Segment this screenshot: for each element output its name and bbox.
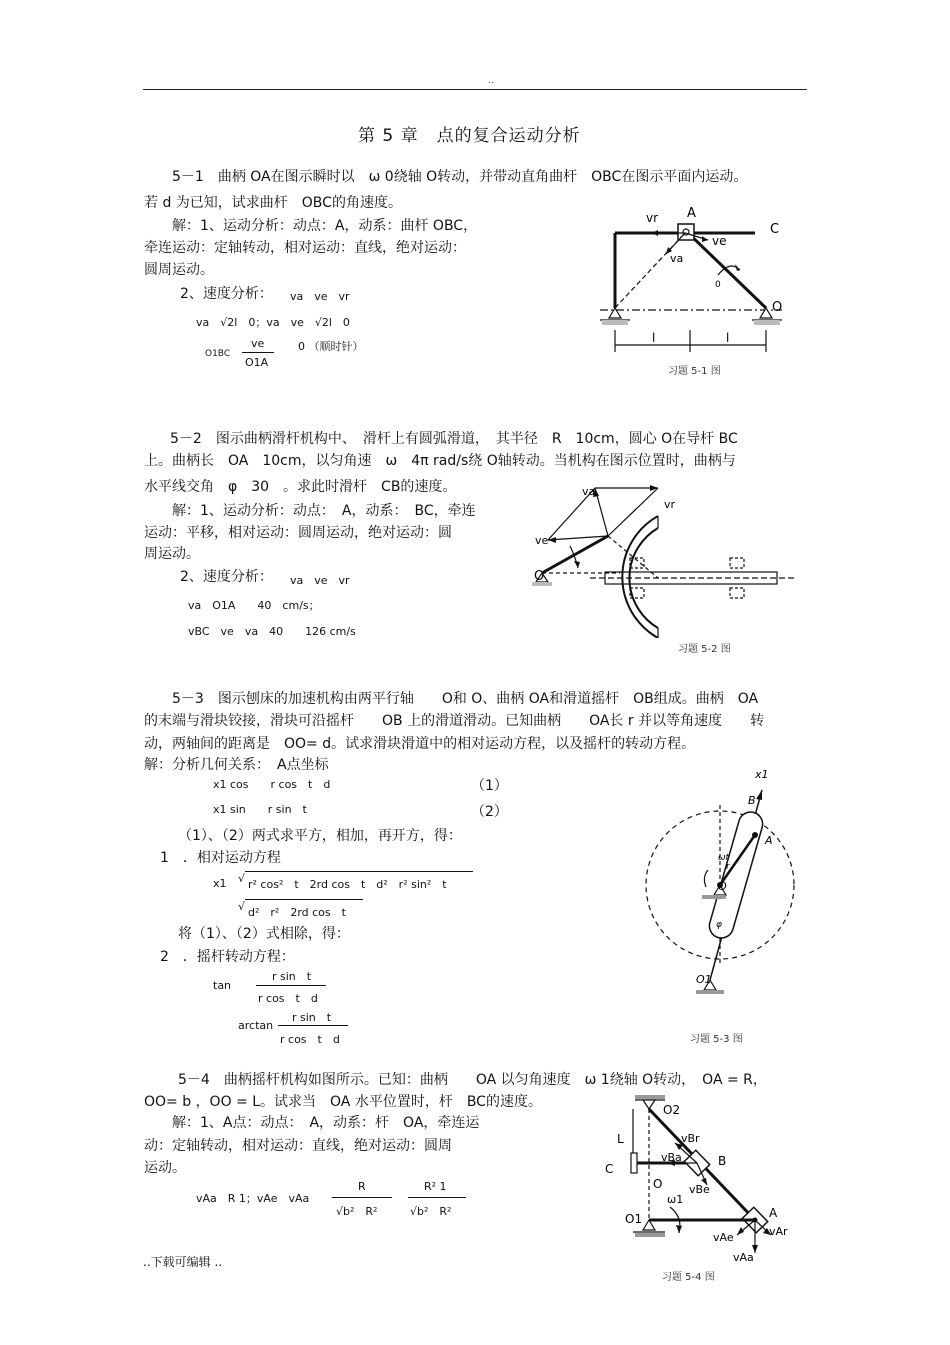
p4-eq-d1: √b² R² <box>336 1205 378 1218</box>
p2-fig-ve: ve <box>535 534 549 547</box>
figure-5-3 <box>610 765 802 1015</box>
p1-sol2: 牵连运动：定轴转动，相对运动：直线，绝对运动： <box>144 240 466 256</box>
p1-frac-bar <box>242 352 274 353</box>
p3-sol2: （1）、（2）两式求平方，相加，再开方，得： <box>178 828 462 844</box>
p2-eq2: va O1A 40 cm/s； <box>188 599 320 612</box>
p2-eq1: va ve vr <box>290 574 350 587</box>
p1-fig-O: O <box>772 300 783 315</box>
p4-fig-C: C <box>605 1162 614 1176</box>
p1-eq3-tail: 0 （顺时针） <box>298 340 364 353</box>
p3-eqb-no: （2） <box>471 804 508 820</box>
p2-sol1: 解：1、运动分析：动点： A，动系： BC，牵连 <box>172 503 476 519</box>
p1-fig-A: A <box>687 206 696 221</box>
p3-atan-num: r sin t <box>292 1011 332 1024</box>
p3-fig-O: O <box>718 880 727 893</box>
p2-line1: 5－2 图示曲柄滑杆机构中、 滑杆上有圆弧滑道， 其半径 R 10cm，圆心 O在导杆 BC <box>170 431 738 447</box>
p1-fig-va: va <box>670 252 684 265</box>
p3-fig-B: B <box>748 794 756 807</box>
p3-sol1: 解：分析几何关系： A点坐标 <box>144 757 329 773</box>
p3-sqrt2-sign: √ <box>238 900 246 913</box>
p4-fig-L: L <box>617 1132 624 1146</box>
p3-line2: 的末端与滑块铰接，滑块可沿摇杆 OB 上的滑道滑动。已知曲柄 OA长 r 并以等角速度 转 <box>144 713 765 729</box>
p1-eq3-sub: O1BC <box>205 349 231 359</box>
p4-fig-vAr: vAr <box>769 1225 788 1238</box>
p3-tan-num: r sin t <box>272 970 312 983</box>
p4-eq-a: vAa R 1；vAe vAa <box>196 1192 310 1205</box>
p4-sol2: 动：定轴转动，相对运动：直线，绝对运动：圆周 <box>144 1138 452 1154</box>
p3-item2: 2 ．摇杆转动方程： <box>160 949 295 965</box>
p2-fig-O: O <box>534 569 545 584</box>
p4-eq-d2: √b² R² <box>410 1205 452 1218</box>
header-dots: .. <box>488 75 495 86</box>
p4-fig-A: A <box>769 1206 778 1220</box>
p4-fig-O2: O2 <box>663 1103 681 1117</box>
p2-fig-va: va <box>582 485 596 498</box>
p3-fig-O1: O1 <box>696 973 712 986</box>
p4-sol1: 解：1、A点：动点： A，动系：杆 OA，牵连运 <box>172 1115 480 1131</box>
p2-sol4: 2、速度分析： <box>180 569 273 585</box>
p1-line1: 5－1 曲柄 OA在图示瞬时以 ω 0绕轴 O转动，并带动直角曲杆 OBC在图示平面内运动。 <box>172 169 748 185</box>
p3-caption: 习题 5-3 图 <box>690 1034 743 1045</box>
p3-arctan: arctan <box>238 1019 274 1032</box>
p2-eq3: vBC ve va 40 126 cm/s <box>188 625 356 638</box>
figure-5-4 <box>605 1095 800 1265</box>
p1-eq2: va √2l 0；va ve √2l 0 <box>196 316 350 329</box>
p2-sol2: 运动：平移，相对运动：圆周运动，绝对运动：圆 <box>144 525 452 541</box>
p3-eqc2: d² r² 2rd cos t <box>248 906 346 919</box>
p3-fig-A: A <box>765 834 773 847</box>
p3-atan-den: r cos t d <box>280 1033 340 1046</box>
p1-eq3-num: ve <box>251 337 265 350</box>
p1-caption: 习题 5-1 图 <box>668 366 721 377</box>
p3-fig-r: r <box>726 862 730 872</box>
p3-sqrt2 <box>245 899 363 900</box>
p1-fig-C: C <box>770 222 780 237</box>
p3-fig-x1: x1 <box>755 768 769 781</box>
p4-eq-n1: R <box>358 1180 366 1193</box>
p2-caption: 习题 5-2 图 <box>678 644 731 655</box>
p3-eqb: x1 sin r sin t <box>213 803 307 816</box>
p4-line1: 5－4 曲柄摇杆机构如图所示。已知：曲柄 OA 以匀角速度 ω 1绕轴 O转动， OA = R， <box>178 1072 767 1088</box>
p4-frac2 <box>408 1197 466 1198</box>
p4-fig-vAa: vAa <box>733 1251 754 1264</box>
p3-eqa: x1 cos r cos t d <box>213 778 331 791</box>
p4-sol3: 运动。 <box>144 1160 186 1176</box>
p4-eq-n2: R² 1 <box>424 1180 447 1193</box>
p4-frac1 <box>332 1197 392 1198</box>
p4-fig-vBa: vBa <box>661 1151 682 1164</box>
p3-fig-wt: ωt <box>718 853 730 863</box>
p3-sqrt1-sign: √ <box>238 872 246 885</box>
p1-eq3-den: O1A <box>245 356 269 369</box>
figure-5-1 <box>590 200 800 380</box>
p4-fig-O: O <box>653 1177 663 1191</box>
p3-fig-phi: φ <box>716 920 722 930</box>
p3-eqc-lhs: x1 <box>213 877 227 890</box>
p1-sol1: 解：1、运动分析：动点：A，动系：曲杆 OBC， <box>172 218 478 234</box>
p3-sqrt1 <box>245 871 473 872</box>
p3-sol3: 将（1）、（2）式相除，得： <box>178 926 350 942</box>
p4-fig-O1: O1 <box>625 1212 643 1226</box>
p1-sol3: 圆周运动。 <box>144 262 214 278</box>
p3-atan-bar <box>278 1025 348 1026</box>
chapter-title: 第 5 章 点的复合运动分析 <box>358 126 581 146</box>
p2-line3: 水平线交角 φ 30 。求此时滑杆 CB的速度。 <box>144 479 457 495</box>
figure-5-2 <box>530 478 800 638</box>
p1-sol4: 2、速度分析： <box>180 286 273 302</box>
p4-fig-vBe: vBe <box>689 1183 710 1196</box>
p4-line2: OO= b ，OO = L。试求当 OA 水平位置时，杆 BC的速度。 <box>144 1094 542 1110</box>
p1-eq1: va ve vr <box>290 290 350 303</box>
p3-line3: 动，两轴间的距离是 OO= d。试求滑块滑道中的相对运动方程，以及摇杆的转动方程。 <box>144 736 696 752</box>
header-rule <box>143 89 807 90</box>
p3-tan-den: r cos t d <box>258 992 318 1005</box>
p1-line2: 若 d 为已知，试求曲杆 OBC的角速度。 <box>144 195 402 211</box>
p4-fig-vBr: vBr <box>681 1132 700 1145</box>
p3-item1: 1 ．相对运动方程 <box>160 850 281 866</box>
p3-tan-bar <box>256 985 326 986</box>
p3-line1: 5－3 图示刨床的加速机构由两平行轴 O和 O、曲柄 OA和滑道摇杆 OB组成。曲柄 OA <box>172 691 759 707</box>
p4-caption: 习题 5-4 图 <box>662 1272 715 1283</box>
p1-fig-ve: ve <box>712 234 727 248</box>
p4-fig-B: B <box>718 1154 727 1168</box>
p1-fig-vr: vr <box>646 211 659 225</box>
p3-eqa-no: （1） <box>471 778 508 794</box>
p4-fig-vAe: vAe <box>713 1231 734 1244</box>
p4-fig-w1: ω1 <box>667 1193 684 1206</box>
p2-fig-vr: vr <box>664 498 676 511</box>
p2-line2: 上。曲柄长 OA 10cm，以匀角速 ω 4π rad/s绕 O轴转动。当机构在图示位置时，曲柄与 <box>144 453 736 469</box>
p3-eqc1: r² cos² t 2rd cos t d² r² sin² t <box>248 878 447 891</box>
p1-fig-l1: l <box>652 331 656 345</box>
p1-fig-w0: 0 <box>715 280 721 290</box>
p1-fig-l2: l <box>726 331 730 345</box>
p3-tan: tan <box>213 979 232 992</box>
p2-sol3: 周运动。 <box>144 546 200 562</box>
footer-note: ..下载可编辑 .. <box>143 1255 223 1269</box>
